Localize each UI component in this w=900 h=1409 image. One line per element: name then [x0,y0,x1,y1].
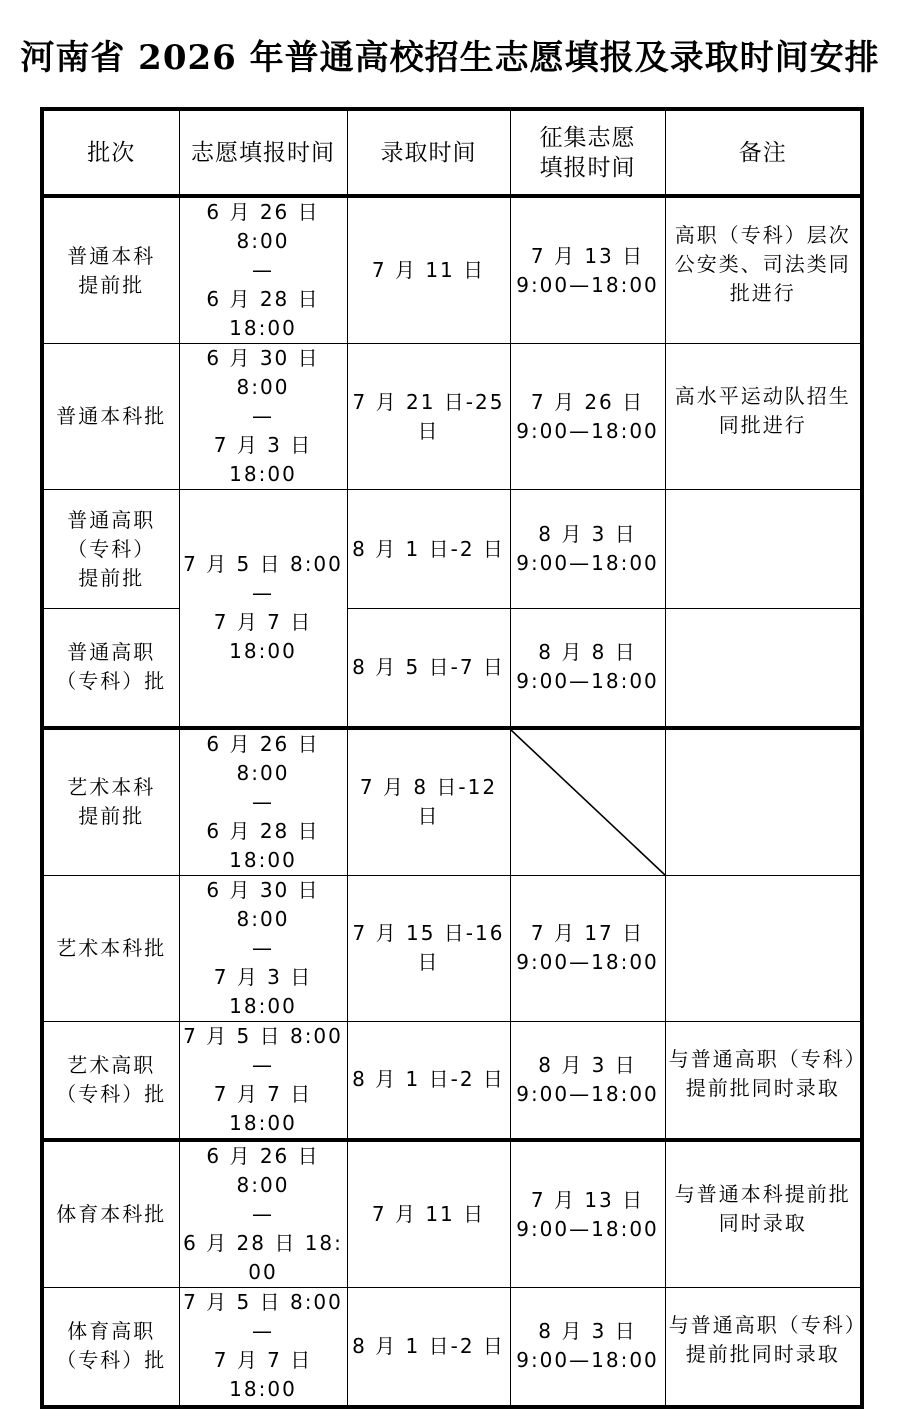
note-cell: 高水平运动队招生同批进行 [665,344,862,490]
fill-time-cell: 6 月 26 日 8:00 — 6 月 28 日 18: 00 [179,1140,347,1288]
collect-time-cell: 7 月 13 日 9:00—18:00 [510,196,665,344]
schedule-table [40,107,864,1409]
note-cell [665,728,862,876]
fill-time-cell: 6 月 30 日 8:00 — 7 月 3 日 18:00 [179,344,347,490]
table-row [42,344,862,490]
admit-time-cell: 7 月 15 日-16 日 [347,875,510,1021]
note-cell: 高职（专科）层次公安类、司法类同批进行 [665,196,862,344]
note-cell: 与普通高职（专科）提前批同时录取 [665,1021,862,1140]
batch-cell: 普通本科 提前批 [42,196,179,344]
batch-cell: 普通本科批 [42,344,179,490]
table-row [42,490,862,609]
table-row [42,609,862,728]
page-title: 河南省 2026 年普通高校招生志愿填报及录取时间安排 [20,38,880,78]
header-collect-time: 征集志愿 填报时间 [510,109,665,196]
note-cell [665,490,862,609]
collect-time-cell: 7 月 17 日 9:00—18:00 [510,875,665,1021]
header-fill-time: 志愿填报时间 [179,109,347,196]
table-row [42,1140,862,1288]
note-cell: 与普通高职（专科）提前批同时录取 [665,1288,862,1407]
note-cell [665,609,862,728]
admit-time-cell: 8 月 1 日-2 日 [347,1021,510,1140]
admit-time-cell: 8 月 1 日-2 日 [347,1288,510,1407]
admit-time-cell: 8 月 1 日-2 日 [347,490,510,609]
collect-time-cell: 8 月 3 日 9:00—18:00 [510,490,665,609]
header-admit-time: 录取时间 [347,109,510,196]
collect-time-cell: 8 月 8 日 9:00—18:00 [510,609,665,728]
batch-cell: 体育本科批 [42,1140,179,1288]
table-row [42,728,862,876]
batch-cell: 普通高职 （专科） 提前批 [42,490,179,609]
table-row [42,196,862,344]
header-batch: 批次 [42,109,179,196]
fill-time-cell: 6 月 26 日 8:00 — 6 月 28 日 18:00 [179,728,347,876]
batch-cell: 体育高职 （专科）批 [42,1288,179,1407]
batch-cell: 艺术高职 （专科）批 [42,1021,179,1140]
fill-time-cell: 6 月 26 日 8:00 — 6 月 28 日 18:00 [179,196,347,344]
table-row [42,1288,862,1407]
fill-time-cell: 6 月 30 日 8:00 — 7 月 3 日 18:00 [179,875,347,1021]
batch-cell: 艺术本科 提前批 [42,728,179,876]
note-cell [665,875,862,1021]
batch-cell: 普通高职 （专科）批 [42,609,179,728]
table-row [42,1021,862,1140]
fill-time-cell: 7 月 5 日 8:00 — 7 月 7 日 18:00 [179,490,347,728]
admit-time-cell: 7 月 8 日-12 日 [347,728,510,876]
collect-time-cell: 7 月 13 日 9:00—18:00 [510,1140,665,1288]
collect-time-cell: 7 月 26 日 9:00—18:00 [510,344,665,490]
admit-time-cell: 7 月 11 日 [347,1140,510,1288]
batch-cell: 艺术本科批 [42,875,179,1021]
admit-time-cell: 7 月 11 日 [347,196,510,344]
fill-time-cell: 7 月 5 日 8:00 — 7 月 7 日 18:00 [179,1021,347,1140]
header-note: 备注 [665,109,862,196]
collect-time-cell: 8 月 3 日 9:00—18:00 [510,1288,665,1407]
table-header-row [42,109,862,196]
diagonal-slash [511,730,665,875]
table-row [42,875,862,1021]
admit-time-cell: 8 月 5 日-7 日 [347,609,510,728]
collect-time-cell: 8 月 3 日 9:00—18:00 [510,1021,665,1140]
empty-diagonal-cell [510,728,665,876]
fill-time-cell: 7 月 5 日 8:00 — 7 月 7 日 18:00 [179,1288,347,1407]
admit-time-cell: 7 月 21 日-25 日 [347,344,510,490]
note-cell: 与普通本科提前批同时录取 [665,1140,862,1288]
